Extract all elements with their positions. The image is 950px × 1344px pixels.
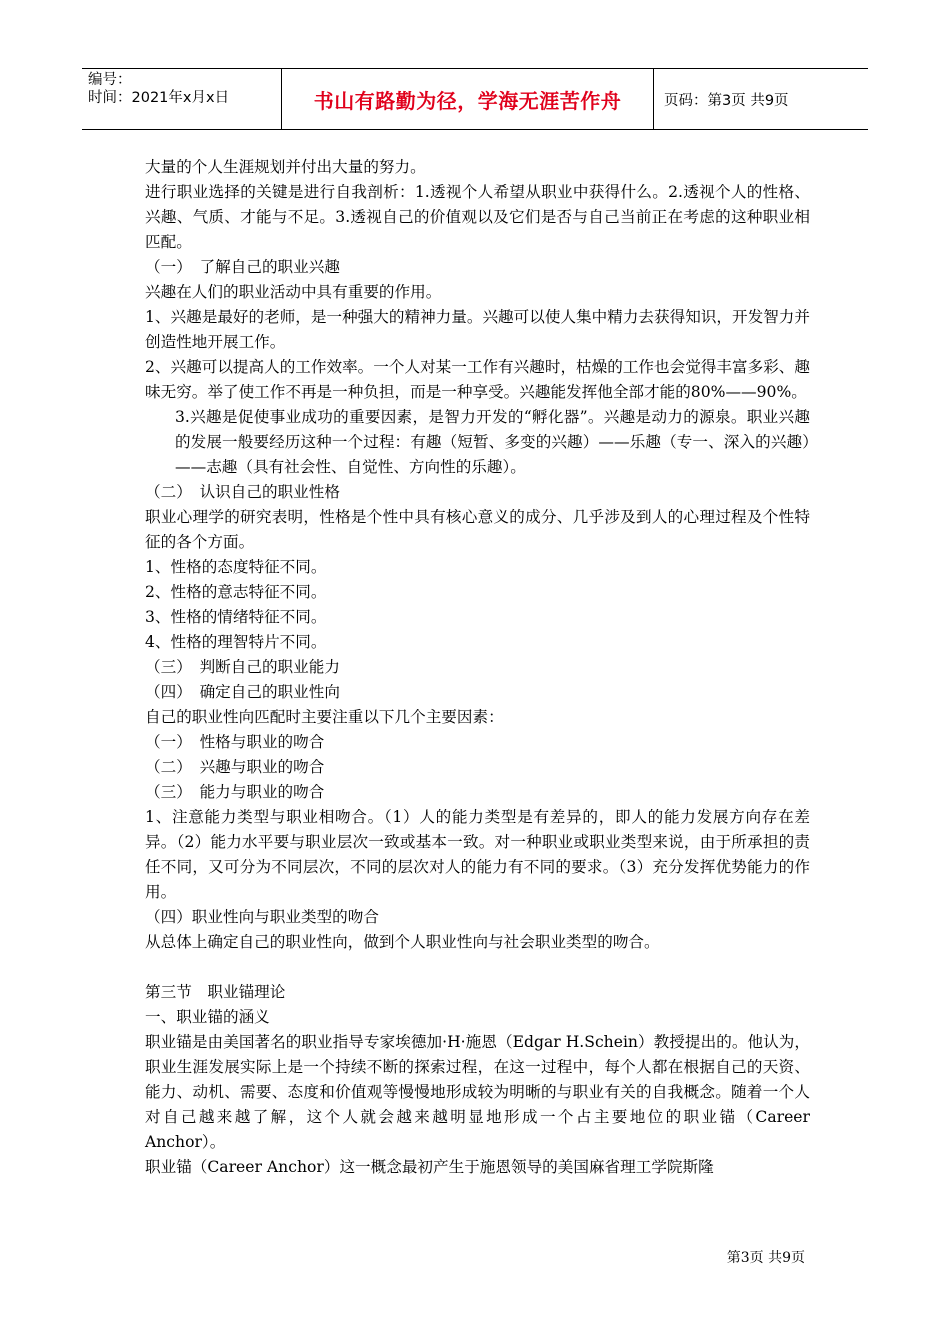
list-item: 2、性格的意志特征不同。	[145, 583, 327, 601]
list-item: 3.兴趣是促使事业成功的重要因素，是智力开发的“孵化器”。兴趣是动力的源泉。职业兴趣的发展一般要经历这种一个过程：有趣（短暂、多变的兴趣）——乐趣（专一、深入的兴趣）——志趣（具有社会性、自觉性、方向性的乐趣）。	[175, 408, 810, 476]
list-item: 1、兴趣是最好的老师，是一种强大的精神力量。兴趣可以使人集中精力去获得知识，开发智力并创造性地开展工作。	[145, 308, 810, 351]
paragraph: 职业心理学的研究表明，性格是个性中具有核心意义的成分、几乎涉及到人的心理过程及个性特征的各个方面。	[145, 508, 810, 551]
paragraph: 兴趣在人们的职业活动中具有重要的作用。	[145, 283, 442, 301]
list-item: 1、性格的态度特征不同。	[145, 558, 327, 576]
section-heading: （三） 判断自己的职业能力	[145, 658, 340, 676]
page-header	[82, 68, 868, 130]
list-item: 4、性格的理智特片不同。	[145, 633, 327, 651]
paragraph: 职业锚是由美国著名的职业指导专家埃德加·H·施恩（Edgar H.Schein）教授提出的。他认为，职业生涯发展实际上是一个持续不断的探索过程，在这一过程中，每个人都在根据自己的天资、能力、动机、需要、态度和价值观等慢慢地形成较为明晰的与职业有关的自我概念。随着一个人对自己越来越了解，这个人就会越来越明显地形成一个占主要地位的职业锚（Career Anchor）。	[145, 1033, 810, 1151]
paragraph: 职业锚（Career Anchor）这一概念最初产生于施恩领导的美国麻省理工学院斯隆	[145, 1158, 714, 1176]
header-number: 编号：	[88, 72, 132, 88]
list-item: 1、注意能力类型与职业相吻合。（1）人的能力类型是有差异的，即人的能力发展方向存在差异。（2）能力水平要与职业层次一致或基本一致。对一种职业或职业类型来说，由于所承担的责任不同，又可分为不同层次，不同的层次对人的能力有不同的要求。（3）充分发挥优势能力的作用。	[145, 808, 810, 901]
section-heading: （四） 确定自己的职业性向	[145, 683, 340, 701]
paragraph: 自己的职业性向匹配时主要注重以下几个主要因素：	[145, 708, 504, 726]
section-heading: （二） 认识自己的职业性格	[145, 483, 340, 501]
section-heading: （一） 性格与职业的吻合	[145, 733, 325, 751]
list-item: 2、兴趣可以提高人的工作效率。一个人对某一工作有兴趣时，枯燥的工作也会觉得丰富多彩、趣味无穷。举了使工作不再是一种负担，而是一种享受。兴趣能发挥他全部才能的80%——90%。	[145, 358, 810, 401]
paragraph: 进行职业选择的关键是进行自我剖析：1.透视个人希望从职业中获得什么。2.透视个人的性格、兴趣、气质、才能与不足。3.透视自己的价值观以及它们是否与自己当前正在考虑的这种职业相匹配。	[145, 183, 810, 251]
header-date: 时间：2021年x月x日	[88, 90, 230, 106]
paragraph: 从总体上确定自己的职业性向，做到个人职业性向与社会职业类型的吻合。	[145, 933, 660, 951]
body-text	[145, 155, 810, 1180]
paragraph: 大量的个人生涯规划并付出大量的努力。	[145, 158, 426, 176]
list-item: 3、性格的情绪特征不同。	[145, 608, 327, 626]
section-heading: （一） 了解自己的职业兴趣	[145, 258, 340, 276]
section-heading: （三） 能力与职业的吻合	[145, 783, 325, 801]
chapter-heading: 第三节 职业锚理论	[145, 983, 286, 1001]
section-heading: （二） 兴趣与职业的吻合	[145, 758, 325, 776]
header-page-number: 页码：第3页 共9页	[664, 92, 789, 109]
page-footer: 第3页 共9页	[726, 1250, 805, 1266]
header-meta	[82, 69, 282, 129]
section-heading: （四）职业性向与职业类型的吻合	[145, 908, 379, 926]
section-heading: 一、职业锚的涵义	[145, 1008, 270, 1026]
header-motto: 书山有路勤为径，学海无涯苦作舟	[282, 69, 654, 129]
